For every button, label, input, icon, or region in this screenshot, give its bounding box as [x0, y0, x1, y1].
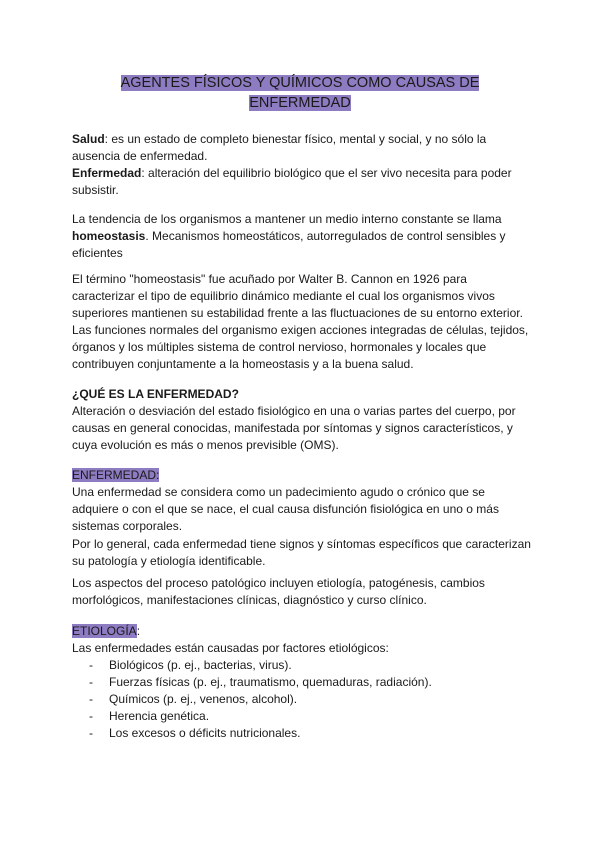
list-item: - Biológicos (p. ej., bacterias, virus). [72, 657, 532, 674]
homeostasis-post: . Mecanismos homeostáticos, autorregulados de control sensibles y eficientes [72, 229, 506, 260]
salud-text: : es un estado de completo bienestar físico, mental y social, y no sólo la ausencia de enfermedad. [72, 132, 487, 163]
title-line-1: AGENTES FÍSICOS Y QUÍMICOS COMO CAUSAS DE [120, 75, 480, 91]
enfermedad-p2-block [72, 536, 532, 570]
etiologia-colon: : [136, 624, 141, 638]
etiologia-list [72, 657, 532, 742]
enfermedad-p1: Una enfermedad se considera como un padecimiento agudo o crónico que se adquiere o con el que se nace, el cual causa disfunción fisiológica en uno o más sistemas corporales. [72, 485, 499, 533]
document-title [60, 73, 540, 113]
cannon-paragraph [72, 271, 532, 373]
list-item: - Los excesos o déficits nutricionales. [72, 725, 532, 742]
definitions-block [72, 131, 532, 199]
enfermedad-p2: Por lo general, cada enfermedad tiene signos y síntomas específicos que caracterizan su patología y etiología identificable. [72, 537, 531, 568]
etiologia-heading: ETIOLOGÍA [72, 624, 137, 638]
enfermedad-text: : alteración del equilibrio biológico que el ser vivo necesita para poder subsistir. [72, 166, 512, 197]
homeostasis-term: homeostasis [72, 229, 146, 243]
enfermedad-p3-block [72, 575, 532, 609]
list-item: - Fuerzas físicas (p. ej., traumatismo, quemaduras, radiación). [72, 674, 532, 691]
etiologia-intro: Las enfermedades están causadas por factores etiológicos: [72, 641, 389, 655]
salud-definition [72, 131, 532, 165]
list-item: - Químicos (p. ej., venenos, alcohol). [72, 691, 532, 708]
homeostasis-pre: La tendencia de los organismos a mantener un medio interno constante se llama [72, 212, 502, 226]
homeostasis-paragraph [72, 211, 532, 262]
list-item: - Herencia genética. [72, 708, 532, 725]
etiologia-section [72, 623, 532, 742]
que-es-text: Alteración o desviación del estado fisiológico en una o varias partes del cuerpo, por causas en general conocidas, manifestada por síntomas y signos característicos, y cuya evolución es más o menos previsible (OMS). [72, 404, 516, 452]
enfermedad-heading: ENFERMEDAD: [72, 468, 160, 482]
title-line-2: ENFERMEDAD [249, 95, 351, 111]
enfermedad-term: Enfermedad [72, 166, 142, 180]
enfermedad-p3: Los aspectos del proceso patológico incluyen etiología, patogénesis, cambios morfológicos, manifestaciones clínicas, diagnóstico y curso clínico. [72, 576, 485, 607]
salud-term: Salud [72, 132, 105, 146]
que-es-heading: ¿QUÉ ES LA ENFERMEDAD? [72, 387, 239, 401]
enfermedad-section [72, 467, 532, 535]
enfermedad-definition [72, 165, 532, 199]
cannon-text: El término "homeostasis" fue acuñado por Walter B. Cannon en 1926 para caracterizar el tipo de equilibrio dinámico mediante el cual los organismos vivos superiores mantienen su estabilidad frente a las fluctuaciones de su entorno exterior. Las funciones normales del organismo exigen acciones integradas de células, tejidos, órganos y los múltiples sistema de control nervioso, hormonales y locales que contribuyen conjuntamente a la homeostasis y a la buena salud. [72, 272, 529, 371]
que-es-section [72, 386, 532, 454]
